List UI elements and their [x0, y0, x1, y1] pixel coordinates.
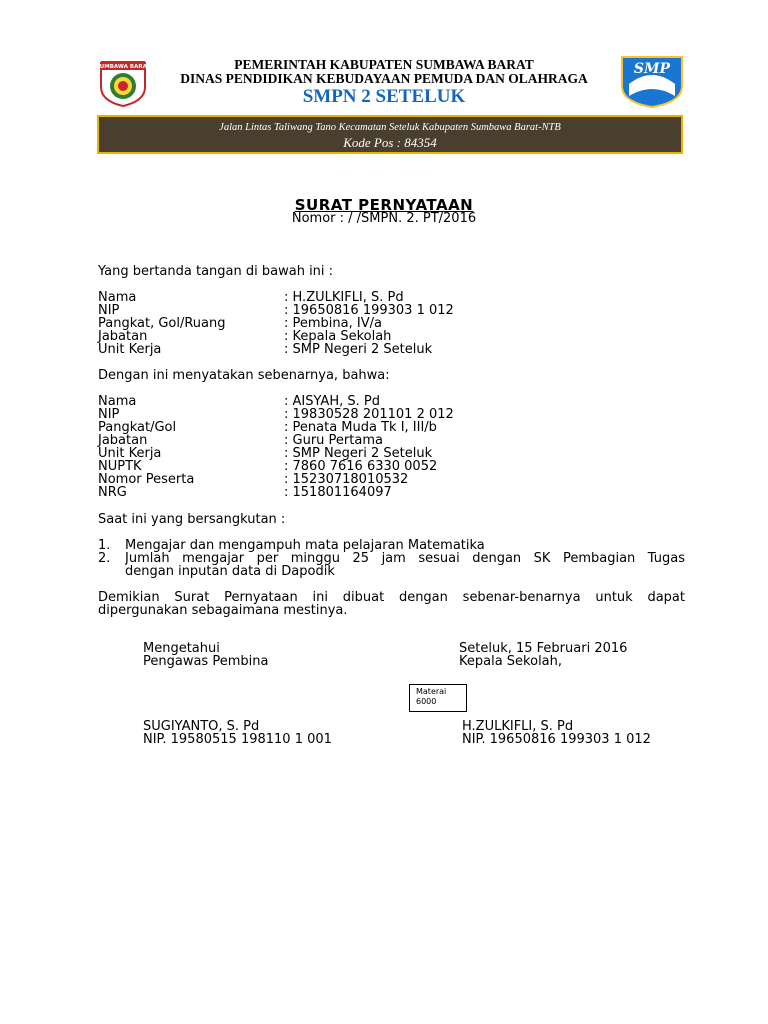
regency-logo-text: SUMBAWA BARAT: [97, 64, 149, 70]
school-name: SMPN 2 SETELUK: [302, 86, 466, 107]
stamp-line-1: Materai: [416, 687, 447, 696]
statement-intro: Dengan ini menyatakan sebenarnya, bahwa:: [98, 368, 390, 383]
subject-label-position: Jabatan: [98, 433, 148, 448]
signer-value-position: : Kepala Sekolah: [284, 329, 392, 344]
address-banner: [97, 115, 683, 154]
signer-label-position: Jabatan: [98, 329, 148, 344]
subject-value-name: : AISYAH, S. Pd: [284, 394, 380, 409]
list-item-1: Mengajar dan mengampuh mata pelajaran Matematika: [125, 538, 485, 553]
list-number-2: 2.: [98, 551, 111, 566]
department-title: DINAS PENDIDIKAN KEBUDAYAAN PEMUDA DAN OLAHRAGA: [180, 71, 588, 86]
subject-value-rank: : Penata Muda Tk I, III/b: [284, 420, 437, 435]
list-item-2-line-2: dengan inputan data di Dapodik: [125, 564, 335, 579]
right-sign-line-1: Seteluk, 15 Februari 2016: [459, 641, 628, 656]
intro-text: Yang bertanda tangan di bawah ini :: [98, 264, 334, 279]
left-signer-nip: NIP. 19580515 198110 1 001: [143, 732, 332, 747]
right-sign-line-2: Kepala Sekolah,: [459, 654, 563, 669]
subject-value-nuptk: : 7860 7616 6330 0052: [284, 459, 438, 474]
subject-value-unit: : SMP Negeri 2 Seteluk: [284, 446, 433, 461]
signer-label-nip: NIP: [98, 303, 120, 318]
subject-value-nrg: : 151801164097: [284, 485, 392, 500]
postcode-text: Kode Pos : 84354: [343, 135, 437, 150]
left-sign-line-2: Pengawas Pembina: [143, 654, 269, 669]
signer-label-unit: Unit Kerja: [98, 342, 162, 357]
subject-label-unit: Unit Kerja: [98, 446, 162, 461]
list-item-2-line-1: Jumlah mengajar per minggu 25 jam sesuai dengan SK Pembagian Tugas: [125, 552, 685, 565]
signer-label-name: Nama: [98, 290, 137, 305]
closing-line-1: Demikian Surat Pernyataan ini dibuat dengan sebenar-benarnya untuk dapat: [98, 591, 685, 604]
school-logo-text: SMP: [633, 61, 671, 77]
right-signer-name: H.ZULKIFLI, S. Pd: [462, 719, 574, 734]
signer-label-rank: Pangkat, Gol/Ruang: [98, 316, 226, 331]
duty-stamp-box: [409, 684, 467, 712]
left-signer-name: SUGIYANTO, S. Pd: [143, 719, 260, 734]
closing-line-2: dipergunakan sebagaimana mestinya.: [98, 603, 348, 618]
subject-label-nrg: NRG: [98, 485, 127, 500]
subject-label-nuptk: NUPTK: [98, 459, 142, 474]
status-intro: Saat ini yang bersangkutan :: [98, 512, 286, 527]
address-text: Jalan Lintas Taliwang Tano Kecamatan Seteluk Kabupaten Sumbawa Barat-NTB: [219, 122, 561, 133]
letter-number: Nomor : / /SMPN. 2. PT/2016: [291, 211, 477, 226]
stamp-line-2: 6000: [416, 697, 437, 706]
government-title: PEMERINTAH KABUPATEN SUMBAWA BARAT: [234, 57, 534, 72]
subject-value-participant: : 15230718010532: [284, 472, 409, 487]
subject-label-rank: Pangkat/Gol: [98, 420, 177, 435]
subject-label-name: Nama: [98, 394, 137, 409]
right-signer-nip: NIP. 19650816 199303 1 012: [462, 732, 651, 747]
signer-value-name: : H.ZULKIFLI, S. Pd: [284, 290, 404, 305]
list-number-1: 1.: [98, 538, 111, 553]
signer-value-unit: : SMP Negeri 2 Seteluk: [284, 342, 433, 357]
signer-value-nip: : 19650816 199303 1 012: [284, 303, 454, 318]
left-sign-line-1: Mengetahui: [143, 641, 220, 656]
subject-label-nip: NIP: [98, 407, 120, 422]
letter-title-text: SURAT PERNYATAAN: [294, 196, 474, 214]
subject-value-position: : Guru Pertama: [284, 433, 383, 448]
subject-label-participant: Nomor Peserta: [98, 472, 195, 487]
signer-value-rank: : Pembina, IV/a: [284, 316, 382, 331]
subject-value-nip: : 19830528 201101 2 012: [284, 407, 454, 422]
